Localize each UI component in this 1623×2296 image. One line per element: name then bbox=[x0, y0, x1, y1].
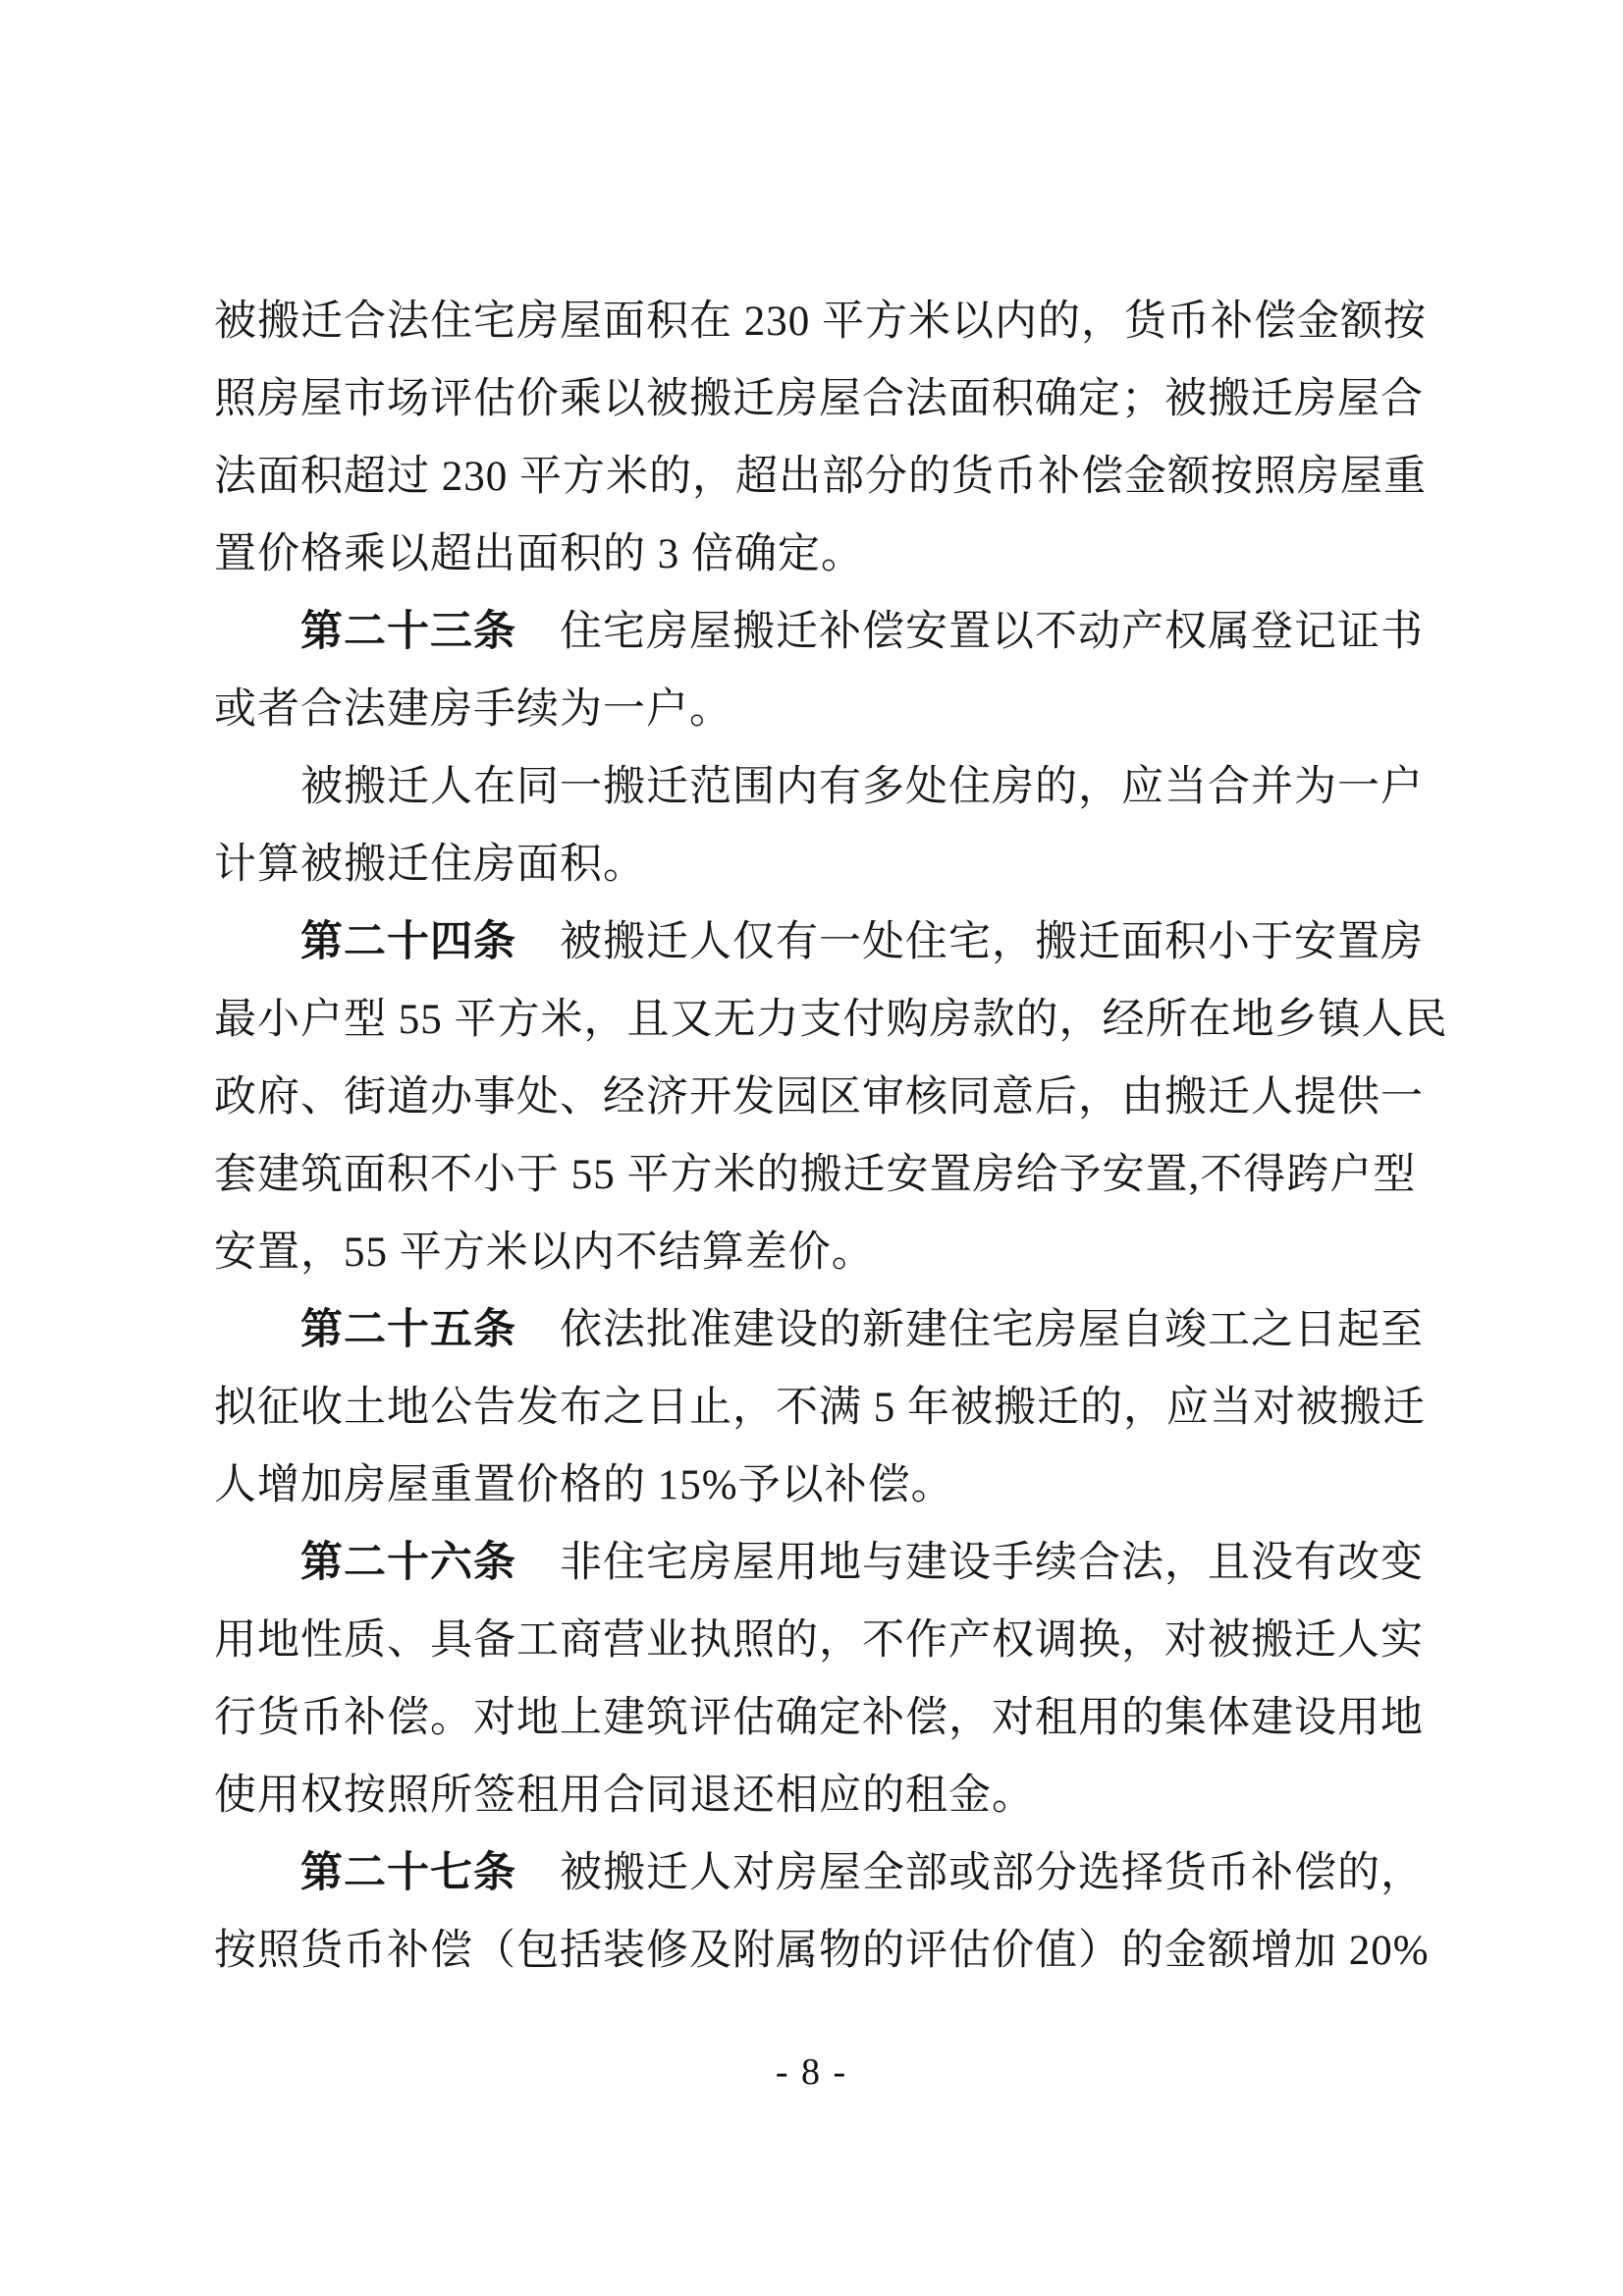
line-text: 套建筑面积不小于 55 平方米的搬迁安置房给予安置,不得跨户型 bbox=[214, 1152, 1417, 1198]
line-text: 被搬迁人在同一搬迁范围内有多处住房的，应当合并为一户 bbox=[300, 764, 1424, 810]
text-line bbox=[214, 748, 1432, 826]
text-line bbox=[214, 1679, 1432, 1757]
line-text: 使用权按照所签租用合同退还相应的租金。 bbox=[214, 1773, 1035, 1819]
article-27-line bbox=[214, 1834, 1432, 1912]
text-line bbox=[214, 1214, 1432, 1291]
line-text: 政府、街道办事处、经济开发园区审核同意后，由搬迁人提供一 bbox=[214, 1074, 1424, 1121]
article-25-line bbox=[214, 1291, 1432, 1369]
line-text: 住宅房屋搬迁补偿安置以不动产权属登记证书 bbox=[516, 609, 1424, 655]
article-24-line bbox=[214, 903, 1432, 981]
article-number: 第二十三条 bbox=[300, 609, 516, 655]
page-number: - 8 - bbox=[775, 2051, 848, 2093]
text-line bbox=[214, 826, 1432, 903]
text-line bbox=[214, 283, 1432, 360]
text-line bbox=[214, 1602, 1432, 1679]
line-text: 照房屋市场评估价乘以被搬迁房屋合法面积确定；被搬迁房屋合 bbox=[214, 376, 1424, 422]
text-line bbox=[214, 1059, 1432, 1136]
article-26-line bbox=[214, 1524, 1432, 1602]
article-number: 第二十七条 bbox=[300, 1850, 516, 1896]
article-number: 第二十五条 bbox=[300, 1307, 516, 1353]
line-text: 置价格乘以超出面积的 3 倍确定。 bbox=[214, 531, 864, 577]
line-text: 拟征收土地公告发布之日止，不满 5 年被搬迁的，应当对被搬迁 bbox=[214, 1385, 1426, 1431]
text-line bbox=[214, 1136, 1432, 1214]
line-text: 或者合法建房手续为一户。 bbox=[214, 686, 732, 733]
line-text: 非住宅房屋用地与建设手续合法，且没有改变 bbox=[516, 1540, 1424, 1586]
text-line bbox=[214, 1369, 1432, 1447]
text-line bbox=[214, 516, 1432, 593]
line-text: 行货币补偿。对地上建筑评估确定补偿，对租用的集体建设用地 bbox=[214, 1695, 1424, 1741]
line-text: 最小户型 55 平方米，且又无力支付购房款的，经所在地乡镇人民 bbox=[214, 997, 1448, 1043]
line-text: 被搬迁人仅有一处住宅，搬迁面积小于安置房 bbox=[516, 919, 1424, 965]
text-line bbox=[214, 671, 1432, 748]
line-text: 依法批准建设的新建住宅房屋自竣工之日起至 bbox=[516, 1307, 1424, 1353]
text-line bbox=[214, 981, 1448, 1059]
line-text: 被搬迁合法住宅房屋面积在 230 平方米以内的，货币补偿金额按 bbox=[214, 299, 1427, 345]
line-text: 人增加房屋重置价格的 15%予以补偿。 bbox=[214, 1462, 954, 1508]
article-number: 第二十四条 bbox=[300, 919, 516, 965]
line-text: 按照货币补偿（包括装修及附属物的评估价值）的金额增加 20% bbox=[214, 1928, 1430, 1974]
line-text: 计算被搬迁住房面积。 bbox=[214, 842, 646, 888]
text-line bbox=[214, 1447, 1432, 1524]
line-text: 法面积超过 230 平方米的，超出部分的货币补偿金额按照房屋重 bbox=[214, 454, 1427, 500]
text-line bbox=[214, 360, 1432, 438]
document-body bbox=[214, 283, 1448, 1990]
line-text: 用地性质、具备工商营业执照的，不作产权调换，对被搬迁人实 bbox=[214, 1617, 1424, 1664]
text-line bbox=[214, 438, 1432, 516]
line-text: 安置，55 平方米以内不结算差价。 bbox=[214, 1230, 875, 1276]
text-line bbox=[214, 1912, 1432, 1990]
article-number: 第二十六条 bbox=[300, 1540, 516, 1586]
text-line bbox=[214, 1757, 1432, 1834]
article-23-line bbox=[214, 593, 1432, 671]
line-text: 被搬迁人对房屋全部或部分选择货币补偿的， bbox=[516, 1850, 1424, 1896]
